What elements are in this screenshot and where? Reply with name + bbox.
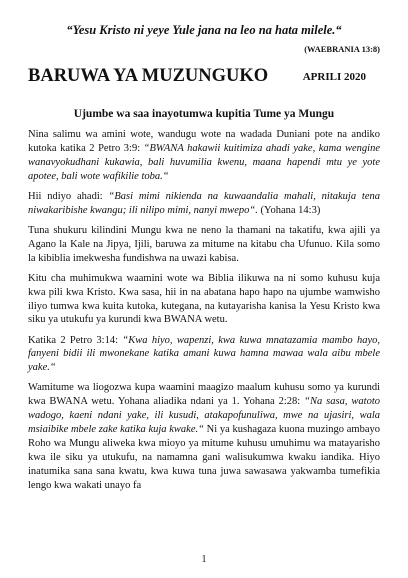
paragraph-text: Nina salimu wa amini wote, wandugu wote na wadada Duniani pote na andiko kutoka katika 2 Petro 3:9: [28, 129, 380, 154]
document-title: BARUWA YA MUZUNGUKO [28, 66, 269, 86]
paragraph [28, 128, 380, 184]
paragraph [28, 334, 380, 376]
page-number: 1 [201, 554, 207, 565]
document-subtitle: Ujumbe wa saa inayotumwa kupitia Tume ya Mungu [73, 108, 335, 120]
paragraph-text: Ni ya kushagaza kuona muzingo ambayo Roho wa Mungu aliweka kwa mioyo ya mitume kuhusu umuhimu wa matayarisho kwa ile siku ya utukufu, na namamna gani walisukumwa kwaku iandika. Hiyo inatumika sana sana kwatu, kwa kuwa tuna juwa sawasawa yakwamba tumefikia lengo kwa wakati unayo fa [28, 424, 380, 491]
scripture-quote: “Basi mimi nikienda na kuwaandalia mahali, nitakuja tena niwakaribishe kwangu; ili nilipo mimi, nanyi mwepo“. [28, 190, 380, 216]
paragraph-text: (Yohana 14:3) [257, 204, 321, 216]
paragraph [28, 190, 380, 218]
paragraph-text: Wamitume wa liogozwa kupa waamini maagizo maalum kuhusu somo ya kurundi kwa BWANA wetu. Yohana aliadika ndani ya 1. Yohana 2:28: [28, 382, 380, 408]
paragraph-text: Hii ndiyo ahadi: [28, 190, 109, 202]
paragraph [28, 224, 380, 266]
epigraph-reference: (WAEBRANIA 13:8) [304, 44, 380, 54]
scripture-quote: “Kwa hiyo, wapenzi, kwa kuwa mnatazamia mambo hayo, fanyeni bidii ili mwonekane katika amani kuwa hamna mawaa wala aibu mbele yake.“ [28, 334, 380, 374]
epigraph-quote: “Yesu Kristo ni yeye Yule jana na leo na hata milele.“ [66, 23, 342, 37]
document-date: APRILI 2020 [302, 71, 366, 83]
paragraph-text: Kitu cha muhimukwa waamini wote wa Biblia ilikuwa na ni somo kuhusu kuja kwa pili kwa Kristo. Kwa sasa, hii in na abatana hapo hapo na ujumbe wamwisho iliyo tumwa kwa kuita kutoka, kutegana, na kutayarisha kanisa la Yesu Kristo kwa siku ya utukufu ya kurundi kwa BWANA wetu. [28, 272, 380, 326]
scripture-quote: “BWANA hakawii kuitimiza ahadi yake, kama wengine wanavyokudhani kukawia, bali huvumilia kwenu, maana hapendi mtu ye yote apotee, bali wote wafikilie toba.“ [28, 142, 380, 182]
paragraph-text: Tuna shukuru kilindini Mungu kwa ne neno la thamani na takatifu, kwa ajili ya Agano la Kale na Jipya, Ijili, baruwa za mitume na kitabu cha Ufunuo. Kila somo la kibiblia imekwesha fundishwa na uwazi kabisa. [28, 224, 380, 264]
paragraph-text: Katika 2 Petro 3:14: [28, 334, 123, 346]
paragraph [28, 272, 380, 328]
title-row [28, 66, 380, 90]
scripture-quote: “Na sasa, watoto wadogo, kaeni ndani yake, ili kusudi, atakapofunuliwa, mwe na ujasiri, wala msiaibike mbele zake katika kuja kwake.“ [28, 396, 380, 436]
document-body [28, 128, 380, 499]
paragraph [28, 381, 380, 492]
